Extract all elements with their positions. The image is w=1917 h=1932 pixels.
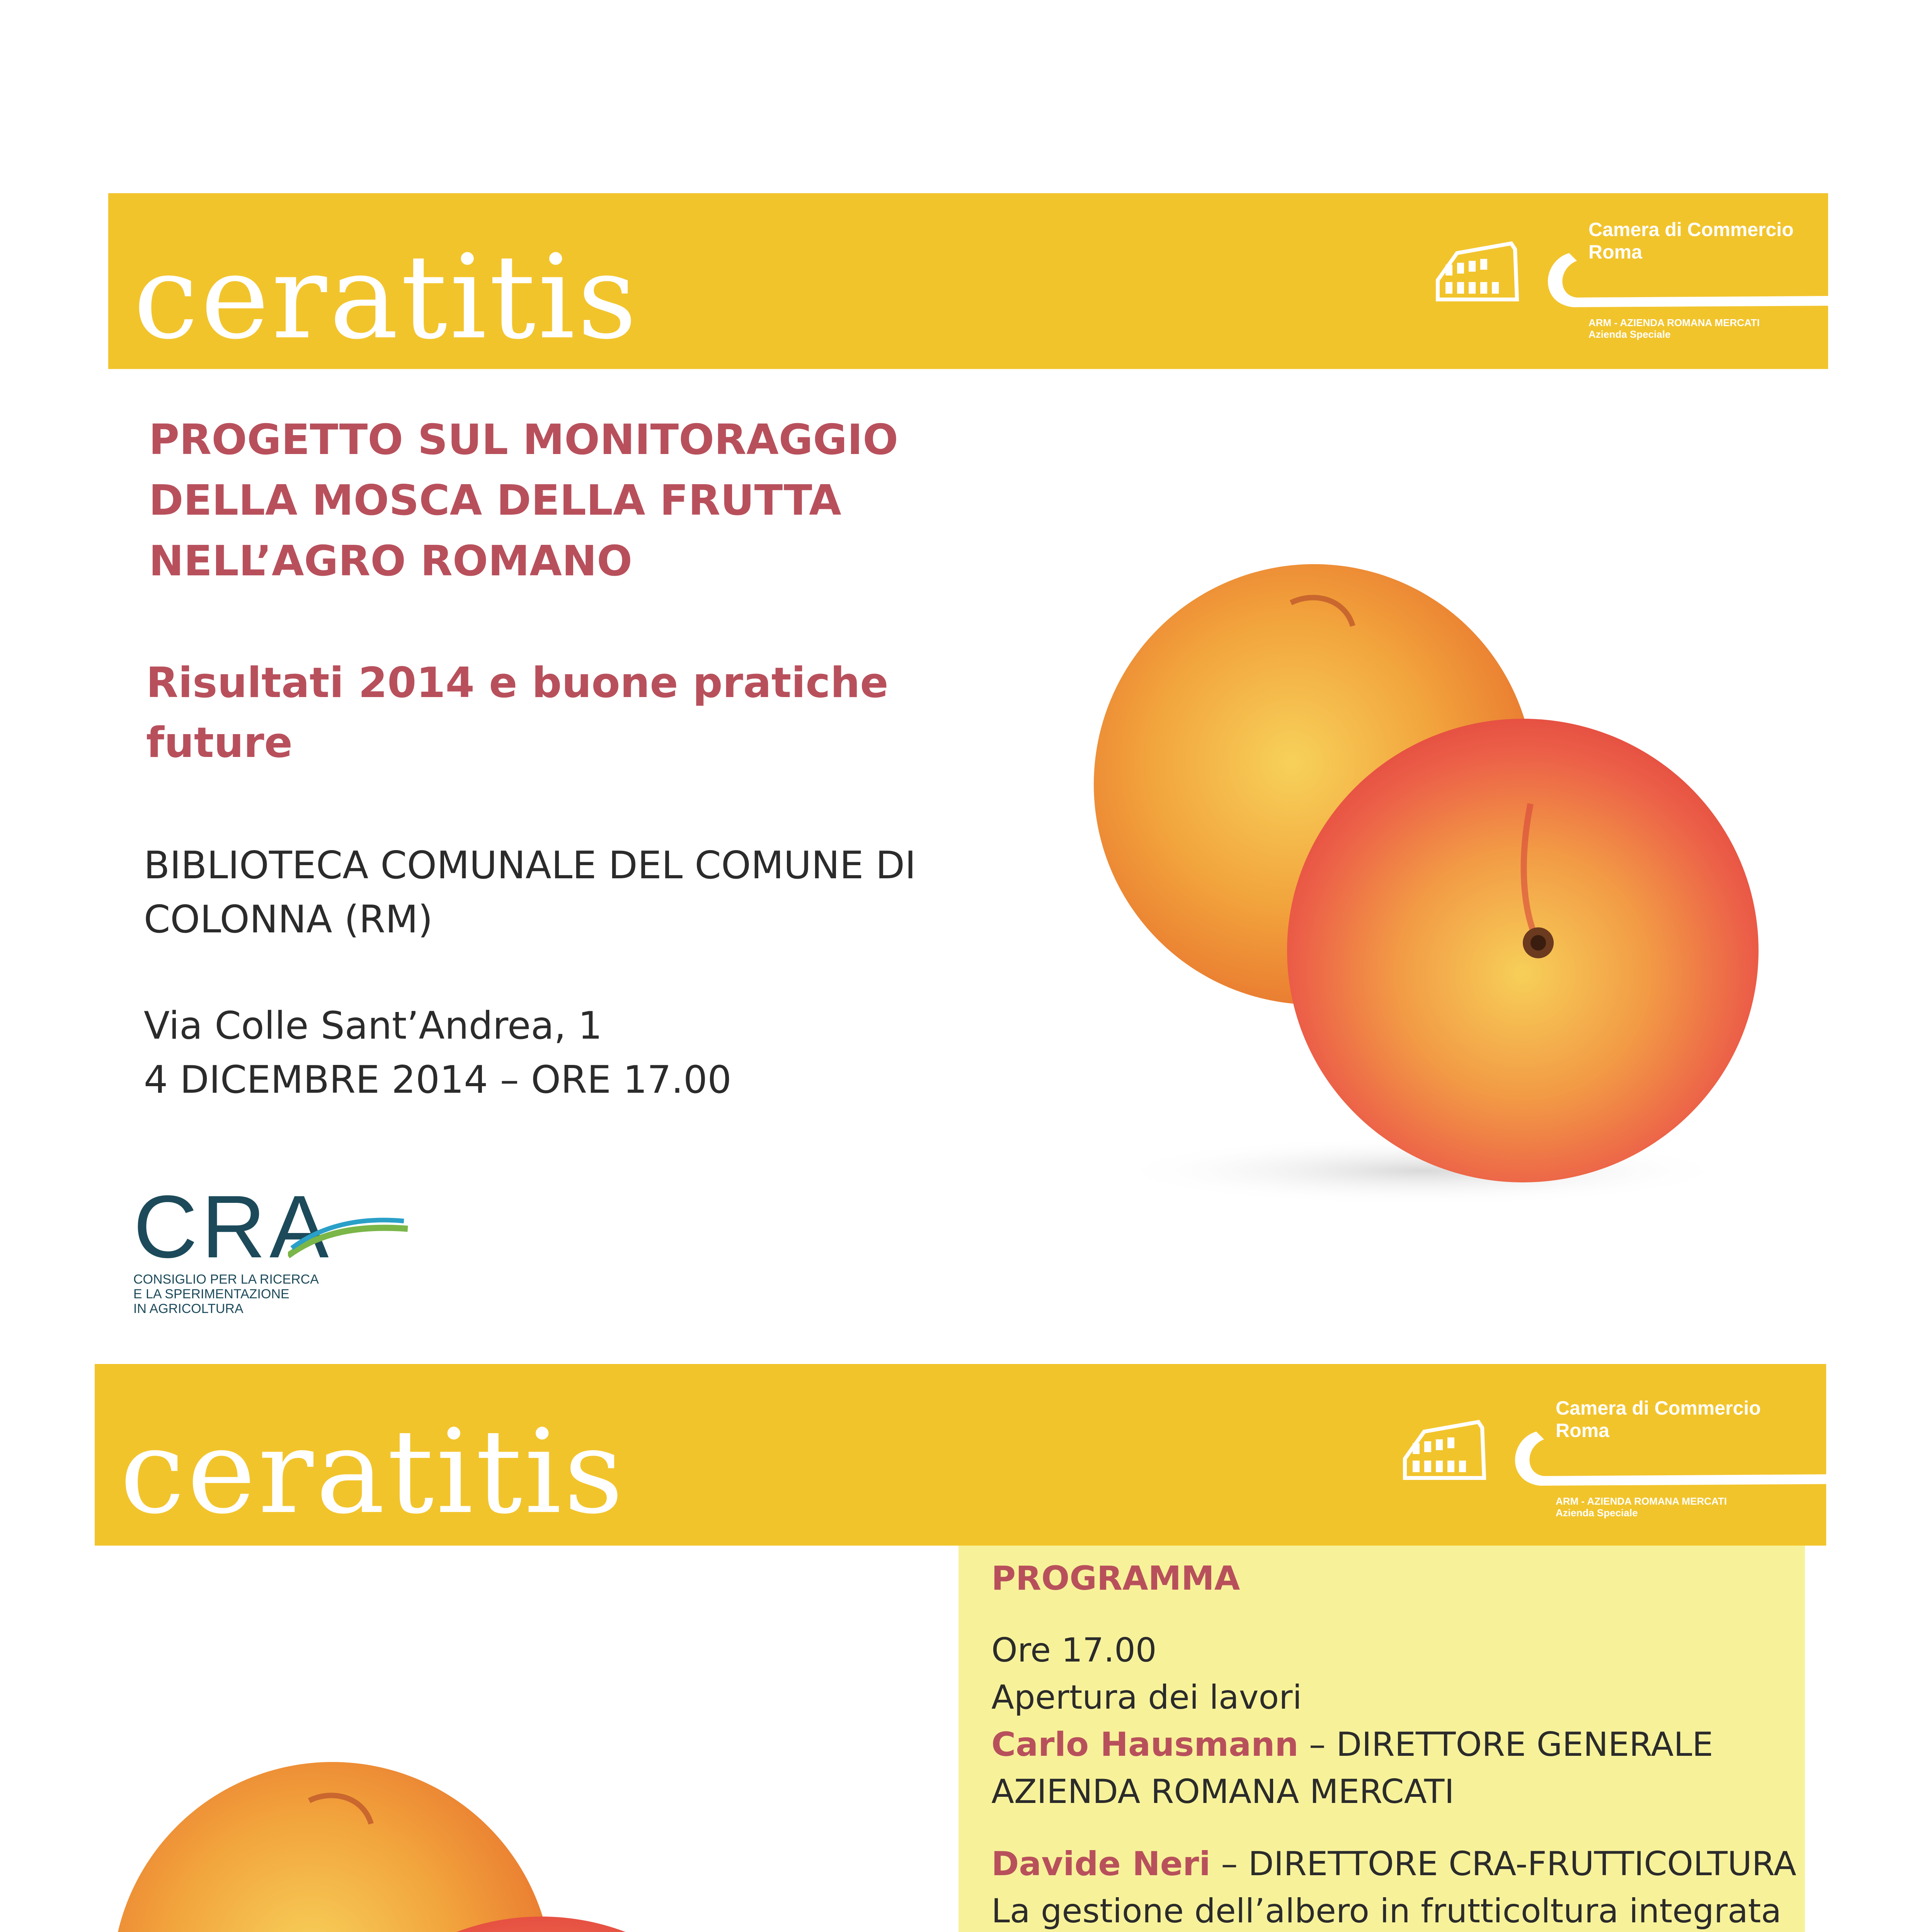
speaker-topic: La gestione dell’albero in frutticoltura integrata (991, 1892, 1782, 1930)
project-title-line: NELL’AGRO ROMANO (149, 537, 633, 585)
banner-title: ceratitis (120, 1405, 626, 1539)
project-title-line: DELLA MOSCA DELLA FRUTTA (149, 476, 841, 525)
cra-caption-line: CONSIGLIO PER LA RICERCA (133, 1272, 319, 1287)
cra-caption-line: E LA SPERIMENTAZIONE (133, 1287, 289, 1301)
camera-commercio-logo (1434, 207, 1917, 354)
camera-name-line: Camera di Commercio (1556, 1397, 1761, 1419)
camera-name-line: Roma (1556, 1420, 1609, 1441)
programme-opening: Apertura dei lavori (991, 1678, 1302, 1717)
cra-caption-line: IN AGRICOLTURA (133, 1301, 243, 1316)
arm-caption (1556, 1495, 1727, 1519)
banner-title: ceratitis (133, 230, 639, 365)
project-subtitle-line: future (146, 719, 293, 767)
speaker-1 (991, 1721, 1795, 1768)
speaker-org: AZIENDA ROMANA MERCATI (991, 1772, 1454, 1811)
programme-time: Ore 17.00 (991, 1631, 1157, 1670)
address: Via Colle Sant’Andrea, 1 (144, 1004, 603, 1048)
venue (144, 838, 955, 947)
camera-commercio-name (1588, 218, 1913, 263)
camera-name-line: Camera di Commercio (1588, 219, 1794, 240)
peaches-image (1074, 533, 1770, 1209)
address-date (144, 999, 955, 1107)
arm-caption-line: Azienda Speciale (1556, 1507, 1638, 1519)
programme-heading: PROGRAMMA (991, 1559, 1240, 1598)
project-title (149, 410, 960, 592)
speaker-2 (991, 1840, 1795, 1888)
project-subtitle-line: Risultati 2014 e buone pratiche (146, 659, 889, 707)
top-banner (108, 193, 1828, 369)
arm-caption-line: Azienda Speciale (1588, 328, 1671, 340)
arm-caption-line: ARM - AZIENDA ROMANA MERCATI (1588, 317, 1760, 328)
speaker-name: Carlo Hausmann (991, 1725, 1299, 1764)
cra-wave-icon (288, 1209, 412, 1264)
bottom-banner (95, 1364, 1826, 1546)
camera-commercio-name (1556, 1397, 1880, 1442)
venue-line: BIBLIOTECA COMUNALE DEL COMUNE DI (144, 844, 916, 888)
programme-panel (958, 1546, 1805, 1932)
peaches-image (93, 1731, 788, 1932)
camera-commercio-logo (1401, 1385, 1884, 1532)
event-date-time: 4 DICEMBRE 2014 – ORE 17.00 (144, 1058, 732, 1102)
camera-name-line: Roma (1588, 241, 1642, 263)
cra-caption (133, 1272, 319, 1316)
speaker-name: Davide Neri (991, 1845, 1210, 1883)
project-subtitle (146, 653, 958, 773)
venue-line: COLONNA (RM) (144, 898, 433, 942)
arm-caption (1588, 317, 1760, 340)
speaker-role: – DIRETTORE GENERALE (1298, 1725, 1713, 1764)
speaker-role: – DIRETTORE CRA-FRUTTICOLTURA (1210, 1845, 1796, 1883)
project-title-line: PROGETTO SUL MONITORAGGIO (149, 416, 899, 464)
cra-logo (133, 1177, 404, 1337)
cra-letters: CRA (133, 1177, 333, 1276)
arm-caption-line: ARM - AZIENDA ROMANA MERCATI (1556, 1495, 1727, 1507)
